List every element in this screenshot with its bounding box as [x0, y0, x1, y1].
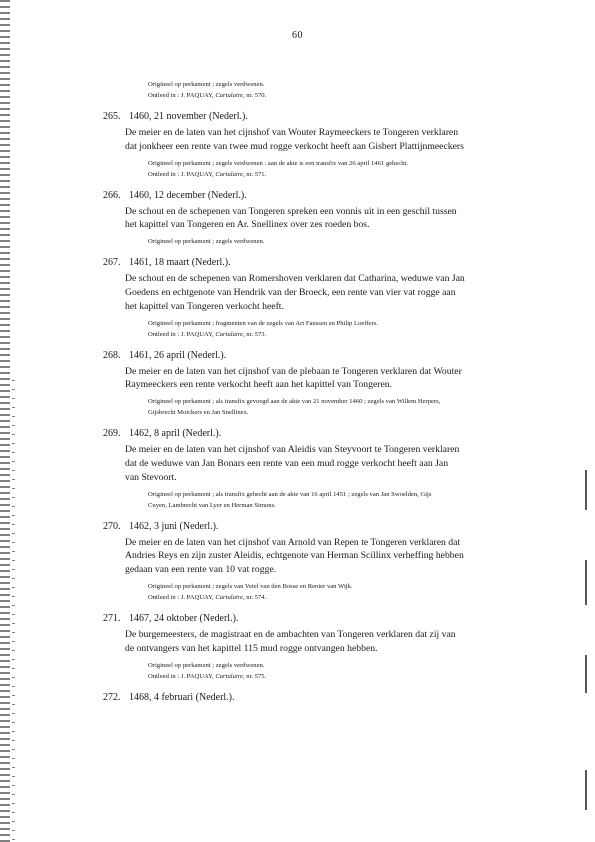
entry-number: 267. — [103, 257, 121, 269]
summary-line: dat jonkheer een rente van twee mud rogge verkocht heeft aan Gisbert Plattijnmeeckers — [125, 140, 464, 152]
entry-summary — [125, 205, 543, 233]
entry-number: 272. — [103, 691, 121, 703]
summary-line: Andries Reys en zijn zuster Aleidis, echtgenote van Herman Scillinx verheffing hebben — [125, 550, 464, 562]
entry-source-notes — [148, 236, 543, 247]
entry-number: 266. — [103, 189, 121, 201]
entry-date: 1467, 24 oktober (Nederl.). — [129, 612, 239, 624]
summary-line: De meier en de laten van het cijnshof van Aleidis van Steyvoort te Tongeren verklaren — [125, 444, 460, 456]
entry-heading — [103, 520, 543, 533]
entry-number: 265. — [103, 111, 121, 122]
scan-margin-speckle — [0, 0, 10, 842]
source-note: Ontleed in : J. PAQUAY, Cartulaire, nr. 574. — [148, 593, 267, 601]
summary-line: De meier en de laten van het cijnshof van de plebaan te Tongeren verklaren dat Wouter — [125, 365, 462, 377]
entry-number: 270. — [103, 520, 121, 532]
entry-number: 271. — [103, 612, 121, 624]
entry-source-notes — [148, 396, 543, 418]
summary-line: de ontvangers van het kapittel 115 mud rogge ontvangen hebben. — [125, 642, 378, 654]
source-note: Origineel op perkament ; zegels verdwenen : aan de akte is een transfix van 26 april 1461 gehecht. — [148, 159, 408, 167]
entry-summary — [125, 628, 543, 656]
entry — [103, 256, 543, 339]
entry-heading — [103, 189, 543, 202]
entry-date: 1468, 4 februari (Nederl.). — [129, 691, 235, 703]
entry-heading — [103, 110, 543, 123]
summary-line: het kapittel van Tongeren en Ar. Snellinex over zes roeden bos. — [125, 219, 370, 231]
entry — [103, 691, 543, 704]
entry — [103, 520, 543, 603]
entry — [103, 427, 543, 510]
entry-heading — [103, 256, 543, 269]
entry — [103, 612, 543, 682]
summary-line: van Stevoort. — [125, 471, 177, 483]
summary-line: Goedens en echtgenote van Hendrik van der Broeck, een rente van vier vat rogge aan — [125, 286, 456, 298]
entry — [103, 349, 543, 419]
source-note: Origineel op perkament ; als transfix gevoegd aan de akte van 21 november 1460 ; zegels van Willem Herpers, — [148, 398, 441, 406]
summary-line: De meier en de laten van het cijnshof van Wouter Raymeeckers te Tongeren verklaren — [125, 127, 459, 138]
entry-source-notes — [148, 660, 543, 682]
source-note: Gijsbrecht Moickers en Jan Snellinex. — [148, 409, 249, 417]
source-note: Ontleed in : J. PAQUAY, Cartulaire, nr. 573. — [148, 330, 267, 338]
source-note: Origineel op perkament ; zegels van Vetel van den Bosse en Renier van Wijk. — [148, 582, 353, 590]
entry — [103, 189, 543, 248]
summary-line: De burgemeesters, de magistraat en de ambachten van Tongeren verklaren dat zij van — [125, 628, 456, 640]
entry-summary — [125, 126, 543, 154]
entry-heading — [103, 691, 543, 704]
entry-date: 1460, 12 december (Nederl.). — [129, 189, 247, 201]
entry-summary — [125, 443, 543, 484]
document-content — [103, 79, 543, 713]
entry-number: 268. — [103, 349, 121, 361]
scan-margin-speckle-inner — [12, 380, 15, 840]
source-note: Origineel op perkament ; zegels verdwenen. — [148, 238, 265, 246]
entry-source-notes — [148, 318, 543, 340]
summary-line: het kapittel van Tongeren verkocht heeft. — [125, 300, 284, 312]
scan-right-mark — [585, 560, 587, 605]
source-note: Origineel op perkament ; zegels verdwenen. — [148, 81, 265, 88]
intro-notes — [148, 79, 543, 101]
summary-line: dat de weduwe van Jan Bonars een rente van een mud rogge verkocht heeft aan Jan — [125, 457, 449, 469]
source-note: Cuyen, Lambrecht van Lyer en Herman Simons. — [148, 501, 276, 509]
entry-summary — [125, 272, 543, 313]
entry-heading — [103, 349, 543, 362]
entry-date: 1460, 21 november (Nederl.). — [129, 111, 248, 122]
source-note: Origineel op perkament ; fragmenten van de zegels van Art Fanssen en Philip Loeffers. — [148, 319, 378, 327]
entry-date: 1461, 18 maart (Nederl.). — [129, 257, 231, 269]
entry-summary — [125, 536, 543, 577]
entry — [103, 110, 543, 180]
summary-line: gedaan van een rente van 10 vat rogge. — [125, 564, 277, 576]
summary-line: De schout en de schepenen van Romershoven verklaren dat Catharina, weduwe van Jan — [125, 273, 465, 285]
entry-source-notes — [148, 158, 543, 180]
entry-date: 1462, 3 juni (Nederl.). — [129, 520, 219, 532]
source-note: Origineel op perkament ; zegels verdwenen. — [148, 661, 265, 669]
source-note: Ontleed in : J. PAQUAY, Cartulaire, nr. 575. — [148, 672, 267, 680]
source-note: Ontleed in : J. PAQUAY, Cartulaire, nr. 571. — [148, 170, 267, 178]
source-note: Origineel op perkament ; als transfix gehecht aan de akte van 16 april 1451 ; zegels van Jan Swoelden, Gijs — [148, 490, 432, 498]
entry-number: 269. — [103, 428, 121, 440]
summary-line: De schout en de schepenen van Tongeren spreken een vonnis uit in een geschil tussen — [125, 205, 457, 217]
entry-heading — [103, 612, 543, 625]
entry-source-notes — [148, 489, 543, 511]
entry-heading — [103, 427, 543, 440]
entry-date: 1462, 8 april (Nederl.). — [129, 428, 222, 440]
summary-line: De meier en de laten van het cijnshof van Arnold van Repen te Tongeren verklaren dat — [125, 536, 461, 548]
entry-date: 1461, 26 april (Nederl.). — [129, 349, 227, 361]
source-note: Ontleed in : J. PAQUAY, Cartulaire, nr. 570. — [148, 92, 267, 99]
scan-right-mark — [585, 470, 587, 510]
scan-right-mark — [585, 655, 587, 693]
entries-list — [103, 110, 543, 704]
entry-source-notes — [148, 581, 543, 603]
summary-line: Raymeeckers een rente verkocht heeft aan het kapittel van Tongeren. — [125, 379, 393, 391]
entry-summary — [125, 365, 543, 393]
page-number: 60 — [292, 30, 303, 41]
scan-right-mark — [585, 770, 587, 810]
